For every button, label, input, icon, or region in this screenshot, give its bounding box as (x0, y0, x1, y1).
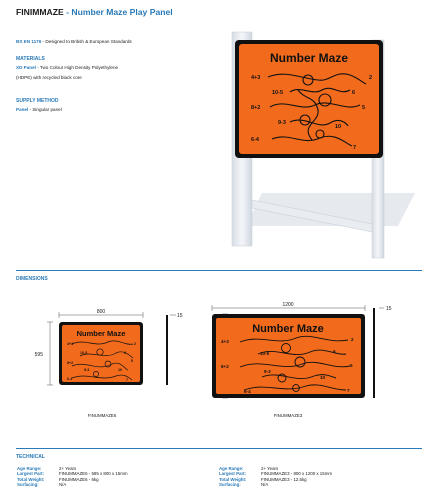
sum-4: 9-3 (278, 120, 286, 126)
tech-right-key: Largest Part: (219, 471, 247, 477)
small-sum-3: 8+2 (67, 361, 74, 365)
tech-left-value: FINUMMAZE6 - 595 x 800 x 15mm (59, 471, 128, 477)
standard-text: - Designed to British & European Standards (41, 39, 132, 44)
supply-heading: SUPPLY METHOD (16, 98, 59, 104)
large-answer-3: 5 (350, 363, 353, 368)
separator: - (63, 7, 72, 17)
large-answer-2: 6 (333, 349, 336, 354)
supply-text: - Singular panel (28, 107, 62, 112)
tech-left-value: N/A (59, 482, 67, 488)
tech-right-row (219, 482, 332, 487)
large-answer-5: 7 (347, 388, 350, 393)
product-name: Number Maze Play Panel (71, 7, 173, 17)
small-answer-3: 5 (131, 359, 133, 363)
tech-right-value: FINUMMAZE3 - 12.5kg (261, 476, 307, 482)
small-panel-code: FINUMMAZE6 (87, 413, 117, 418)
small-height-label: 595 (34, 352, 43, 358)
large-sum-1: 4+3 (221, 339, 229, 344)
tech-left-key: Total Weight: (17, 476, 45, 482)
large-answer-1: 2 (351, 337, 354, 342)
materials-panel-type: XD Panel (16, 65, 36, 70)
small-answer-2: 6 (124, 351, 126, 355)
answer-2: 6 (352, 90, 356, 96)
small-panel-title: Number Maze (76, 329, 126, 338)
large-width-label: 1200 (282, 302, 294, 308)
panel-title: Number Maze (269, 51, 349, 65)
tech-right-key: Surfacing: (219, 482, 241, 488)
tech-right-value: N/A (261, 482, 269, 488)
answer-3: 5 (362, 105, 366, 111)
tech-right-value: FINUMMAZE3 - 800 x 1200 x 15mm (261, 471, 333, 477)
answer-4: 10 (335, 124, 342, 130)
tech-right-key: Age Range: (219, 466, 244, 471)
large-sum-5: 6-4 (244, 389, 251, 394)
sum-1: 4+3 (251, 75, 261, 81)
sum-3: 8+2 (251, 105, 261, 111)
tech-left-key: Age Range: (17, 466, 42, 471)
sum-2: 10-5 (272, 90, 284, 96)
small-sum-5: 6-4 (67, 377, 73, 381)
small-answer-4: 10 (118, 368, 122, 372)
small-width-label: 800 (96, 309, 106, 315)
tech-right-key: Total Weight: (219, 476, 247, 482)
sum-5: 6-4 (251, 137, 259, 143)
technical-right (219, 466, 332, 488)
answer-1: 2 (369, 75, 373, 81)
tech-left-key: Largest Part: (17, 471, 45, 477)
tech-right-value: 2+ Years (261, 466, 279, 471)
tech-left-key: Surfacing: (17, 482, 39, 488)
small-thickness-label: 15 (177, 313, 183, 319)
dimensions-heading: DIMENSIONS (16, 276, 48, 282)
materials-line-2: (HDPE) with recycled black core (16, 75, 82, 80)
tech-left-value: FINUMMAZE6 - 6kg (59, 476, 99, 482)
technical-left (17, 466, 128, 488)
small-thickness-bar (166, 315, 168, 385)
model-code: FINIMMAZE (16, 7, 64, 17)
large-sum-4: 9-3 (264, 369, 271, 374)
divider-technical (16, 448, 422, 449)
small-answer-1: 2 (134, 342, 136, 346)
small-sum-4: 9-3 (84, 368, 90, 372)
small-answer-5: 7 (126, 378, 128, 382)
large-answer-4: 10 (320, 375, 326, 380)
large-panel-title: Number Maze (252, 323, 324, 335)
small-sum-2: 10-5 (80, 351, 88, 355)
technical-heading: TECHNICAL (16, 454, 45, 460)
tech-left-value: 2+ Years (59, 466, 77, 471)
supply-method: Panel (16, 107, 29, 112)
materials-heading: MATERIALS (16, 56, 45, 62)
large-sum-3: 8+2 (221, 364, 229, 369)
small-sum-1: 4+3 (67, 342, 74, 346)
materials-description: - Two Colour High Density Polyethylene (35, 65, 119, 70)
standard-code: BS EN 1176 (16, 39, 42, 44)
large-thickness-label: 15 (386, 306, 392, 312)
tech-left-row (17, 482, 128, 487)
large-thickness-bar (373, 308, 375, 398)
large-sum-2: 10-5 (260, 351, 270, 356)
answer-5: 7 (353, 145, 357, 151)
large-panel-code: FINUMMAZE3 (273, 413, 303, 418)
